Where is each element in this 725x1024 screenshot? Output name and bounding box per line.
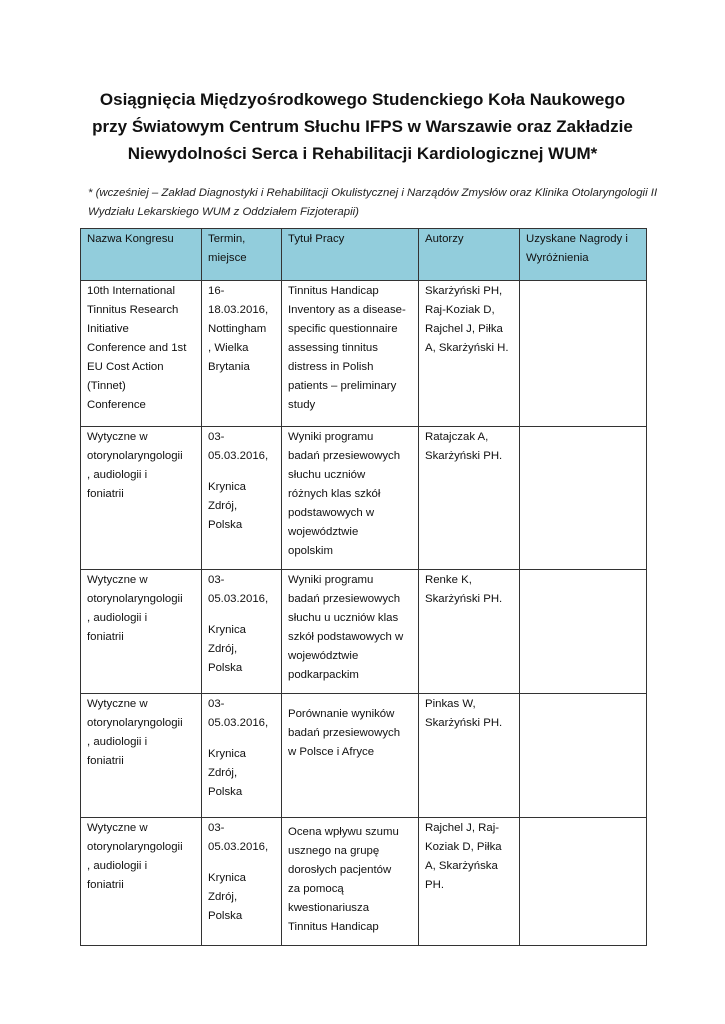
place-text: Krynica Zdrój, Polska (208, 481, 246, 531)
cell-awards (520, 694, 647, 818)
title-line-3: Niewydolności Serca i Rehabilitacji Kardiologicznej WUM* (127, 144, 598, 163)
cell-authors: Pinkas W, Skarżyński PH. (419, 694, 520, 818)
title-text: Ocena wpływu szumu usznego na grupę dorosłych pacjentów za pomocą kwestionariusza Tinnitus Handicap (288, 826, 399, 933)
table-header-row (81, 229, 647, 281)
table-row (81, 281, 647, 427)
cell-title (282, 694, 419, 818)
header-awards: Uzyskane Nagrody i Wyróżnienia (520, 229, 647, 281)
cell-title (282, 818, 419, 946)
cell-congress: Wytyczne w otorynolaryngologii , audiologii i foniatrii (81, 694, 202, 818)
cell-title: Wyniki programu badań przesiewowych słuchu uczniów różnych klas szkół podstawowych w województwie opolskim (282, 427, 419, 570)
cell-authors: Ratajczak A, Skarżyński PH. (419, 427, 520, 570)
date-text: 03- 05.03.2016, (208, 822, 269, 853)
date-text: 03- 05.03.2016, (208, 698, 269, 729)
title-line-2: przy Światowym Centrum Słuchu IFPS w Warszawie oraz Zakładzie (92, 117, 633, 136)
cell-congress: Wytyczne w otorynolaryngologii , audiologii i foniatrii (81, 570, 202, 694)
cell-title: Tinnitus Handicap Inventory as a disease- specific questionnaire assessing tinnitus distress in Polish patients – preliminary study (282, 281, 419, 427)
cell-date-place (202, 427, 282, 570)
cell-date-place (202, 818, 282, 946)
place-text: Krynica Zdrój, Polska (208, 872, 246, 922)
cell-awards (520, 281, 647, 427)
table-row (81, 818, 647, 946)
cell-date-place (202, 281, 282, 427)
cell-congress: Wytyczne w otorynolaryngologii , audiologii i foniatrii (81, 427, 202, 570)
cell-awards (520, 818, 647, 946)
header-congress: Nazwa Kongresu (81, 229, 202, 281)
table-row (81, 427, 647, 570)
title-text: Porównanie wyników badań przesiewowych w Polsce i Afryce (288, 708, 401, 758)
cell-awards (520, 427, 647, 570)
date-text: 03- 05.03.2016, (208, 431, 269, 462)
footnote: * (wcześniej – Zakład Diagnostyki i Rehabilitacji Okulistycznej i Narządów Zmysłów oraz Klinika Otolaryngologii II Wydziału Lekarskiego WUM z Oddziałem Fizjoterapii) (88, 187, 658, 218)
achievements-table (80, 228, 647, 946)
table-row (81, 694, 647, 818)
title-line-1: Osiągnięcia Międzyośrodkowego Studenckiego Koła Naukowego (99, 90, 626, 109)
header-title: Tytuł Pracy (282, 229, 419, 281)
date-text: 16- 18.03.2016, Nottingham , Wielka Brytania (208, 285, 269, 373)
date-text: 03- 05.03.2016, (208, 574, 269, 605)
cell-date-place (202, 694, 282, 818)
cell-authors: Rajchel J, Raj- Koziak D, Piłka A, Skarżyńska PH. (419, 818, 520, 946)
cell-authors: Skarżyński PH, Raj-Koziak D, Rajchel J, Piłka A, Skarżyński H. (419, 281, 520, 427)
cell-authors: Renke K, Skarżyński PH. (419, 570, 520, 694)
place-text: Krynica Zdrój, Polska (208, 748, 246, 798)
cell-date-place (202, 570, 282, 694)
table-row (81, 570, 647, 694)
cell-title: Wyniki programu badań przesiewowych słuchu u uczniów klas szkół podstawowych w województwie podkarpackim (282, 570, 419, 694)
cell-congress: Wytyczne w otorynolaryngologii , audiologii i foniatrii (81, 818, 202, 946)
cell-congress: 10th International Tinnitus Research Initiative Conference and 1st EU Cost Action (Tinnet) Conference (81, 281, 202, 427)
document-title (70, 86, 655, 167)
header-date-place: Termin, miejsce (202, 229, 282, 281)
place-text: Krynica Zdrój, Polska (208, 624, 246, 674)
header-authors: Autorzy (419, 229, 520, 281)
cell-awards (520, 570, 647, 694)
